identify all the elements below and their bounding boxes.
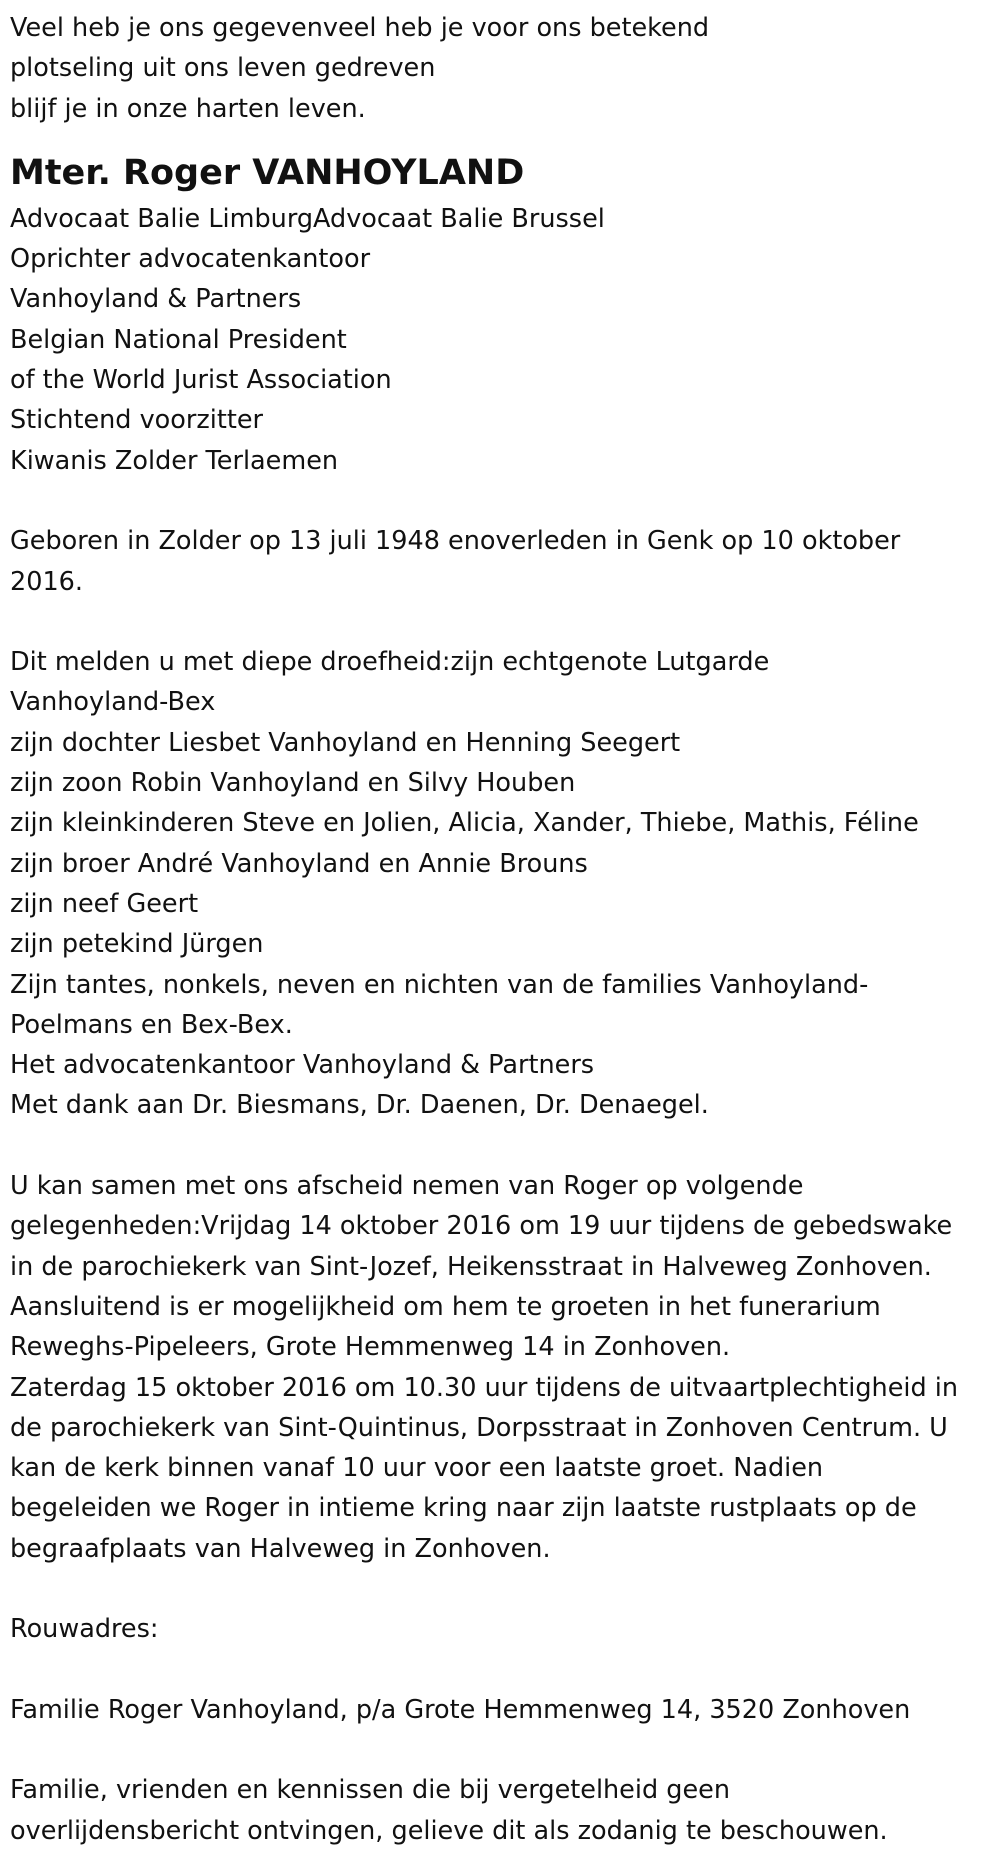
paragraph-line: zijn dochter Liesbet Vanhoyland en Henning Seegert bbox=[10, 727, 681, 758]
paragraph-line: Geboren in Zolder op 13 juli 1948 enoverleden in Genk op 10 oktober bbox=[10, 526, 901, 557]
title-line: Oprichter advocatenkantoor bbox=[10, 244, 371, 275]
paragraph-line: Het advocatenkantoor Vanhoyland & Partners bbox=[10, 1050, 595, 1081]
birth-death-paragraph bbox=[10, 521, 990, 602]
paragraph-line: de parochiekerk van Sint-Quintinus, Dorpsstraat in Zonhoven Centrum. U bbox=[10, 1412, 948, 1443]
paragraph-line: Reweghs-Pipeleers, Grote Hemmenweg 14 in Zonhoven. bbox=[10, 1332, 731, 1363]
title-line: Stichtend voorzitter bbox=[10, 405, 264, 436]
paragraph-line: U kan samen met ons afscheid nemen van Roger op volgende bbox=[10, 1171, 804, 1202]
spacer bbox=[10, 1126, 990, 1166]
paragraph-line: zijn zoon Robin Vanhoyland en Silvy Houben bbox=[10, 768, 576, 799]
paragraph-line: zijn neef Geert bbox=[10, 888, 199, 919]
paragraph-line: zijn broer André Vanhoyland en Annie Brouns bbox=[10, 848, 588, 879]
poem-line: plotseling uit ons leven gedreven bbox=[10, 53, 436, 84]
announcement-paragraph bbox=[10, 642, 990, 1126]
spacer bbox=[10, 1650, 990, 1690]
paragraph-line: begraafplaats van Halveweg in Zonhoven. bbox=[10, 1533, 551, 1564]
farewell-paragraph bbox=[10, 1166, 990, 1569]
paragraph-line: Zaterdag 15 oktober 2016 om 10.30 uur tijdens de uitvaartplechtigheid in bbox=[10, 1372, 959, 1403]
paragraph-line: Vanhoyland-Bex bbox=[10, 687, 216, 718]
poem-line: Veel heb je ons gegevenveel heb je voor ons betekend bbox=[10, 13, 710, 43]
paragraph-line: Poelmans en Bex-Bex. bbox=[10, 1009, 293, 1040]
paragraph-line: overlijdensbericht ontvingen, gelieve dit als zodanig te beschouwen. bbox=[10, 1815, 888, 1846]
paragraph-line: Met dank aan Dr. Biesmans, Dr. Daenen, Dr. Denaegel. bbox=[10, 1090, 709, 1121]
paragraph-line: gelegenheden:Vrijdag 14 oktober 2016 om 19 uur tijdens de gebedswake bbox=[10, 1211, 953, 1242]
deceased-titles bbox=[10, 199, 990, 481]
paragraph-line: Familie, vrienden en kennissen die bij vergetelheid geen bbox=[10, 1775, 730, 1806]
title-line: Advocaat Balie LimburgAdvocaat Balie Brussel bbox=[10, 203, 605, 234]
paragraph-line: Dit melden u met diepe droefheid:zijn echtgenote Lutgarde bbox=[10, 647, 770, 678]
deceased-name: Mter. Roger VANHOYLAND bbox=[10, 152, 525, 193]
poem bbox=[10, 8, 990, 129]
title-line: Vanhoyland & Partners bbox=[10, 284, 302, 315]
paragraph-line: Zijn tantes, nonkels, neven en nichten van de families Vanhoyland- bbox=[10, 969, 869, 1000]
spacer bbox=[10, 1569, 990, 1609]
paragraph-line: in de parochiekerk van Sint-Jozef, Heikensstraat in Halveweg Zonhoven. bbox=[10, 1251, 932, 1282]
paragraph-line: begeleiden we Roger in intieme kring naar zijn laatste rustplaats op de bbox=[10, 1493, 917, 1524]
title-line: of the World Jurist Association bbox=[10, 365, 392, 396]
poem-line: blijf je in onze harten leven. bbox=[10, 93, 366, 124]
address-value: Familie Roger Vanhoyland, p/a Grote Hemmenweg 14, 3520 Zonhoven bbox=[10, 1694, 911, 1725]
spacer bbox=[10, 1730, 990, 1770]
closing-paragraph bbox=[10, 1770, 990, 1851]
title-line: Belgian National President bbox=[10, 324, 347, 355]
paragraph-line: kan de kerk binnen vanaf 10 uur voor een laatste groet. Nadien bbox=[10, 1453, 824, 1484]
paragraph-line: 2016. bbox=[10, 566, 84, 597]
spacer bbox=[10, 481, 990, 521]
paragraph-line: zijn kleinkinderen Steve en Jolien, Alicia, Xander, Thiebe, Mathis, Féline bbox=[10, 808, 919, 839]
paragraph-line: Aansluitend is er mogelijkheid om hem te groeten in het funerarium bbox=[10, 1291, 881, 1322]
spacer bbox=[10, 602, 990, 642]
address-label: Rouwadres: bbox=[10, 1614, 159, 1645]
title-line: Kiwanis Zolder Terlaemen bbox=[10, 445, 339, 476]
paragraph-line: zijn petekind Jürgen bbox=[10, 929, 264, 960]
